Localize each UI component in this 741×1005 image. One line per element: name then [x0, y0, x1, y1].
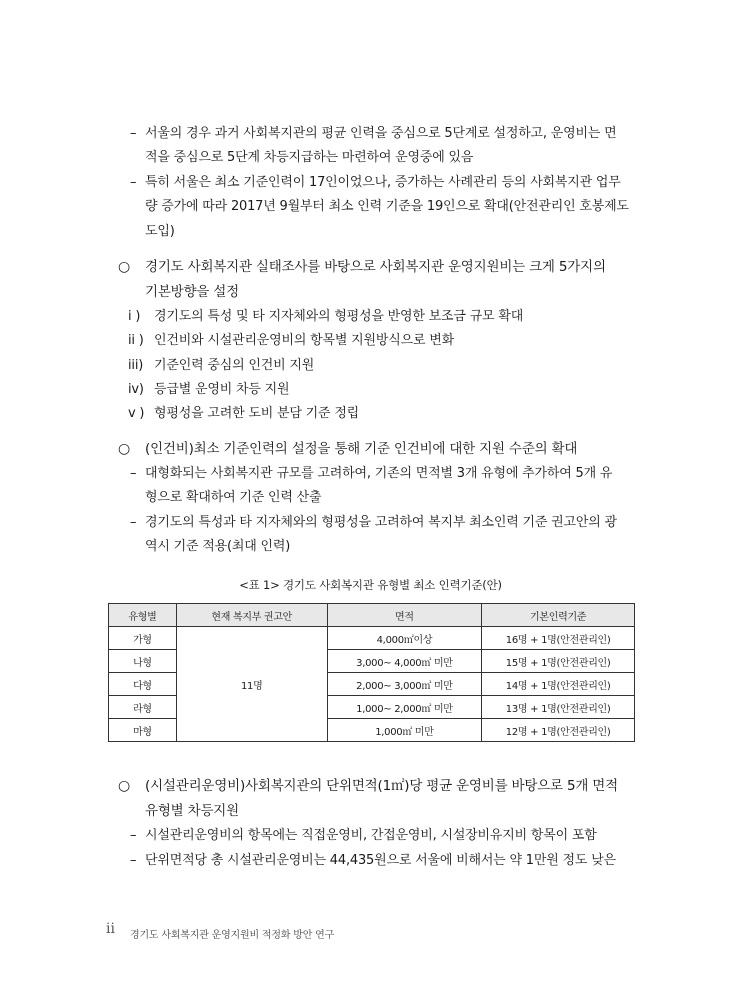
table-header-row — [109, 604, 635, 627]
section2-heading-line2: 기본방향을 설정 — [145, 284, 239, 300]
cell-area: 2,000~ 3,000㎡ 미만 — [327, 673, 482, 696]
cell-staff: 14명 + 1명(안전관리인) — [482, 673, 635, 696]
cell-type: 가형 — [109, 627, 177, 650]
roman-numeral: i ) — [128, 309, 141, 324]
dash-mark: – — [130, 515, 137, 530]
footer-title: 경기도 사회복지관 운영지원비 적정화 방안 연구 — [130, 930, 335, 941]
section1-bullet1-line2: 적을 중심으로 5단계 차등지급하는 마련하여 운영중에 있음 — [145, 150, 474, 165]
section2-item: 형평성을 고려한 도비 분담 기준 정립 — [154, 406, 360, 421]
cell-staff: 16명 + 1명(안전관리인) — [482, 627, 635, 650]
section3-bullet1-line1: 대형화되는 사회복지관 규모를 고려하여, 기존의 면적별 3개 유형에 추가하여 5개 유 — [145, 466, 613, 481]
circle-bullet-icon: ○ — [118, 441, 131, 457]
cell-area: 3,000~ 4,000㎡ 미만 — [327, 650, 482, 673]
section3-bullet2-line2: 역시 기준 적용(최대 인력) — [145, 539, 291, 554]
dash-mark: – — [130, 126, 137, 141]
section4-heading-line1: (시설관리운영비)사회복지관의 단위면적(1㎡)당 평균 운영비를 바탕으로 5개 면적 — [145, 778, 618, 794]
cell-area: 1,000~ 2,000㎡ 미만 — [327, 696, 482, 719]
section4-bullet1: 시설관리운영비의 항목에는 직접운영비, 간접운영비, 시설장비유지비 항목이 포함 — [145, 828, 597, 843]
roman-numeral: ii ) — [128, 333, 144, 348]
page-number: ii — [106, 921, 115, 937]
section4-heading-line2: 유형별 차등지원 — [145, 803, 239, 819]
roman-numeral: iii) — [128, 358, 144, 373]
circle-bullet-icon: ○ — [118, 259, 131, 275]
circle-bullet-icon: ○ — [118, 778, 131, 794]
dash-mark: – — [130, 175, 137, 190]
header-base-staff: 기본인력기준 — [482, 604, 635, 627]
roman-numeral: v ) — [128, 406, 145, 421]
section1-bullet2-line2: 량 증가에 따라 2017년 9월부터 최소 인력 기준을 19인으로 확대(안전관리인 호봉제도 — [145, 199, 629, 214]
table-row — [109, 627, 635, 650]
cell-type: 다형 — [109, 673, 177, 696]
section2-heading-line1: 경기도 사회복지관 실태조사를 바탕으로 사회복지관 운영지원비는 크게 5가지의 — [145, 259, 606, 275]
cell-merged-recommendation: 11명 — [176, 627, 327, 742]
cell-area: 1,000㎡ 미만 — [327, 719, 482, 742]
cell-area: 4,000㎡이상 — [327, 627, 482, 650]
roman-numeral: iv) — [128, 382, 144, 397]
cell-staff: 12명 + 1명(안전관리인) — [482, 719, 635, 742]
section3-heading: (인건비)최소 기준인력의 설정을 통해 기준 인건비에 대한 지원 수준의 확대 — [145, 441, 578, 457]
header-current-recommendation: 현재 복지부 권고안 — [176, 604, 327, 627]
dash-mark: – — [130, 828, 137, 843]
dash-mark: – — [130, 853, 137, 868]
section3-bullet1-line2: 형으로 확대하여 기준 인력 산출 — [145, 490, 322, 505]
section1-bullet2-line3: 도입) — [145, 224, 175, 239]
header-type: 유형별 — [109, 604, 177, 627]
cell-type: 나형 — [109, 650, 177, 673]
section2-item: 기준인력 중심의 인건비 지원 — [154, 358, 315, 373]
cell-type: 라형 — [109, 696, 177, 719]
cell-type: 마형 — [109, 719, 177, 742]
section2-item: 등급별 운영비 차등 지원 — [154, 382, 290, 397]
section1-bullet1-line1: 서울의 경우 과거 사회복지관의 평균 인력을 중심으로 5단계로 설정하고, 운영비는 면 — [145, 126, 617, 141]
section1-bullet2-line1: 특히 서울은 최소 기준인력이 17인이었으나, 증가하는 사례관리 등의 사회복지관 업무 — [145, 175, 621, 190]
staffing-standard-table — [108, 603, 635, 742]
header-area: 면적 — [327, 604, 482, 627]
dash-mark: – — [130, 466, 137, 481]
section4-bullet2: 단위면적당 총 시설관리운영비는 44,435원으로 서울에 비해서는 약 1만원 정도 낮은 — [145, 853, 616, 868]
section2-item: 인건비와 시설관리운영비의 항목별 지원방식으로 변화 — [154, 333, 454, 348]
section2-item: 경기도의 특성 및 타 지자체와의 형평성을 반영한 보조금 규모 확대 — [154, 309, 524, 324]
section3-bullet2-line1: 경기도의 특성과 타 지자체와의 형평성을 고려하여 복지부 최소인력 기준 권고안의 광 — [145, 515, 617, 530]
cell-staff: 15명 + 1명(안전관리인) — [482, 650, 635, 673]
table-caption: <표 1> 경기도 사회복지관 유형별 최소 인력기준(안) — [239, 578, 502, 592]
cell-staff: 13명 + 1명(안전관리인) — [482, 696, 635, 719]
